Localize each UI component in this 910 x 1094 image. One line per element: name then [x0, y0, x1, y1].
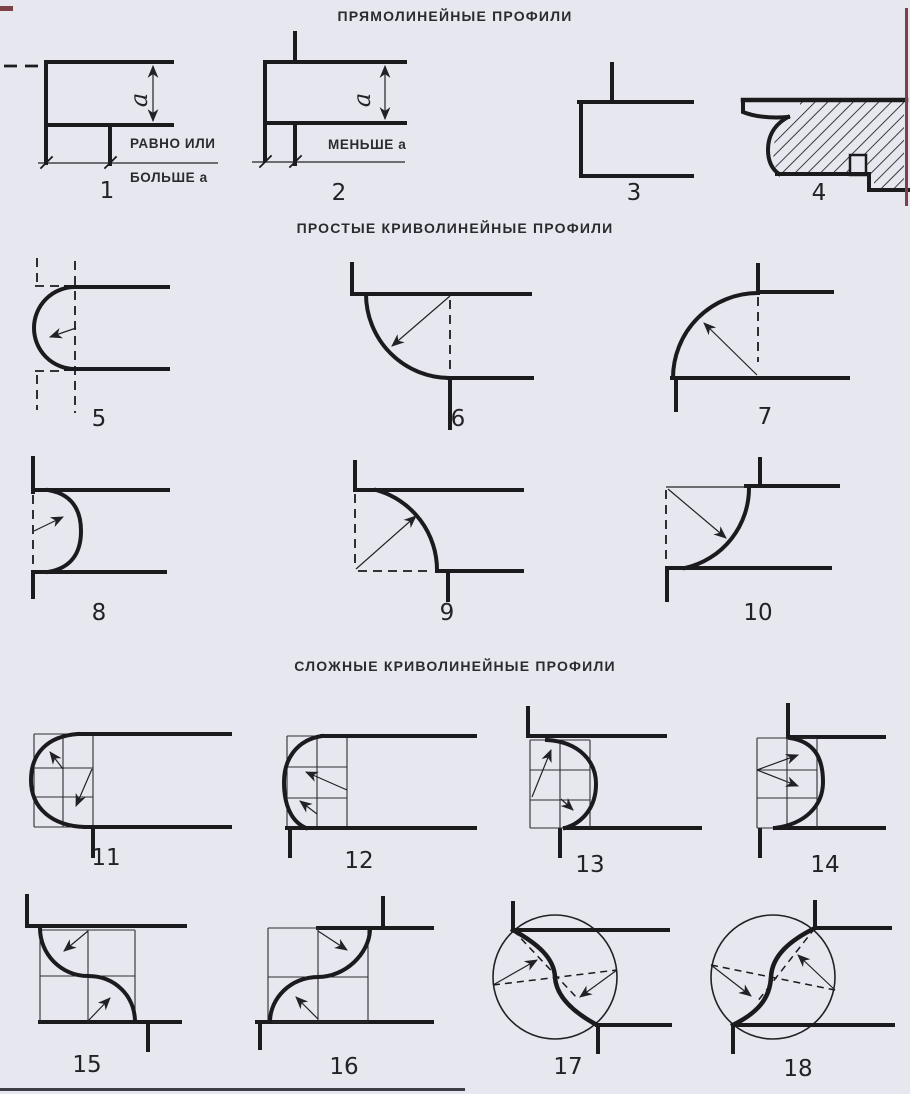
figure-number-3: 3 [626, 180, 642, 206]
scan-artifact-right-edge [905, 8, 908, 206]
figure-number-16: 16 [329, 1054, 359, 1080]
note-less-than: МЕНЬШЕ а [328, 137, 407, 152]
dimension-letter-a-fig2: а [348, 92, 377, 108]
figure-number-12: 12 [344, 848, 374, 874]
figure-17-drawing [493, 903, 670, 1052]
figure-number-9: 9 [439, 600, 455, 626]
figure-number-7: 7 [757, 404, 773, 430]
figure-10-drawing [666, 459, 838, 600]
figure-1-drawing [4, 62, 218, 168]
figure-11-drawing [31, 734, 230, 856]
figure-number-14: 14 [810, 852, 840, 878]
section-title-simple-curvilinear: ПРОСТЫЕ КРИВОЛИНЕЙНЫЕ ПРОФИЛИ [296, 220, 614, 236]
figure-5-drawing [34, 258, 168, 413]
figure-14-drawing [757, 705, 884, 856]
section-title-complex-curvilinear: СЛОЖНЫЕ КРИВОЛИНЕЙНЫЕ ПРОФИЛИ [294, 658, 616, 674]
figure-number-10: 10 [743, 600, 773, 626]
figure-number-2: 2 [331, 180, 347, 206]
figure-9-drawing [355, 462, 522, 600]
figure-number-4: 4 [811, 180, 827, 206]
figure-15-drawing [27, 896, 185, 1050]
figure-number-8: 8 [91, 600, 107, 626]
section-title-rectilinear: ПРЯМОЛИНЕЙНЫЕ ПРОФИЛИ [337, 8, 573, 24]
figure-number-15: 15 [72, 1052, 102, 1078]
figure-3-drawing [579, 64, 692, 176]
figure-7-drawing [672, 265, 848, 410]
figure-8-drawing [33, 458, 168, 597]
scan-artifact-bottom-edge [0, 1088, 465, 1091]
figure-18-drawing [711, 902, 893, 1052]
dimension-letter-a-fig1: а [125, 92, 154, 108]
figure-number-1: 1 [99, 178, 115, 204]
note-equal-or-line2: БОЛЬШЕ а [130, 170, 208, 185]
figure-12-drawing [284, 736, 475, 856]
figure-13-drawing [528, 708, 700, 856]
figure-number-6: 6 [450, 406, 466, 432]
figure-number-13: 13 [575, 852, 605, 878]
figure-4-drawing [743, 100, 908, 190]
figure-number-18: 18 [783, 1056, 813, 1082]
note-equal-or-line1: РАВНО ИЛИ [130, 136, 216, 151]
figure-number-17: 17 [553, 1054, 583, 1080]
figure-number-5: 5 [91, 406, 107, 432]
scan-artifact-top-left [0, 6, 13, 11]
figure-6-drawing [352, 264, 532, 428]
figure-16-drawing [257, 898, 432, 1048]
figure-number-11: 11 [91, 845, 121, 871]
